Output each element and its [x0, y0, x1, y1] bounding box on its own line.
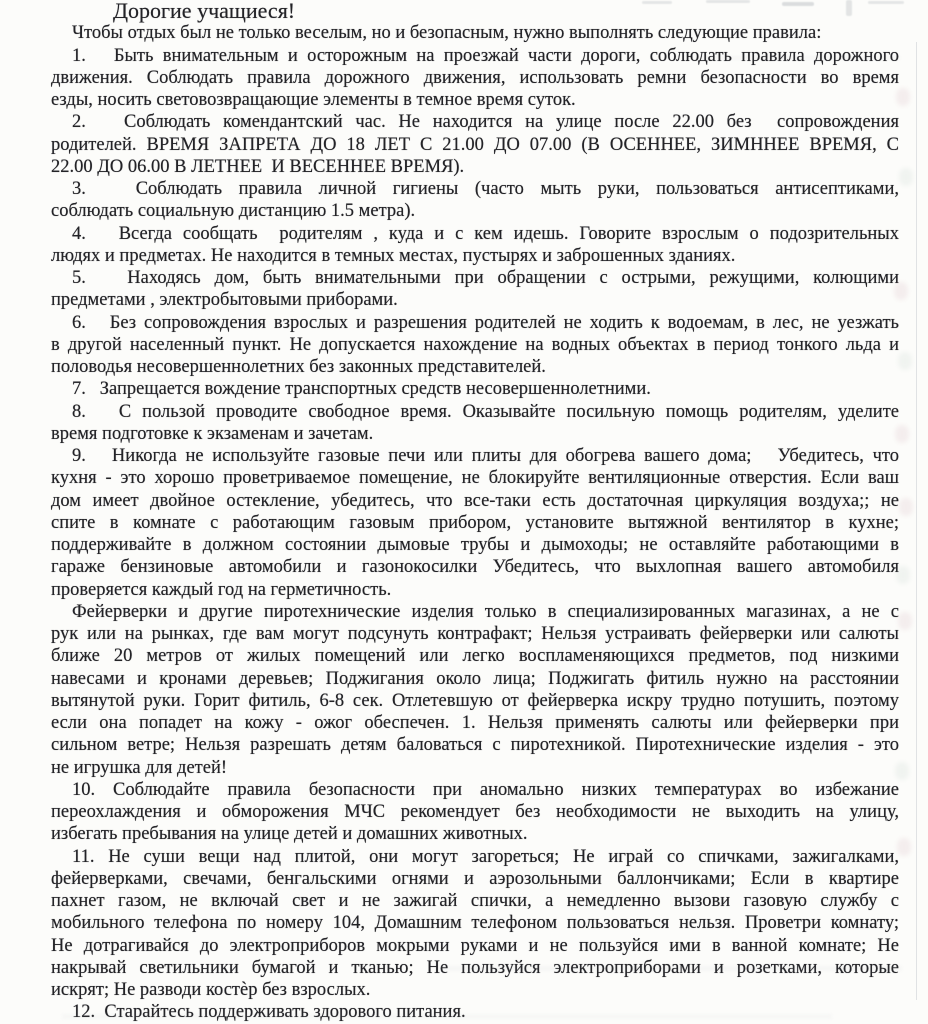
- text-line: поддерживайте в должном состоянии дымовые трубы и дымоходы; не оставляйте работающими в: [51, 535, 899, 556]
- rules-list: [51, 22, 899, 1023]
- text-line: соблюдать социальную дистанцию 1.5 метра).: [51, 201, 416, 222]
- text-line: Чтобы отдых был не только веселым, но и безопасным, нужно выполнять следующие правила:: [72, 23, 822, 44]
- text-line: рук или на рынках, где вам могут подсунуть контрафакт; Нельзя устраивать фейерверки или салюты: [51, 624, 899, 645]
- text-line: гараже бензиновые автомобили и газонокосилки Убедитесь, что выхлопная вашего автомобиля: [51, 557, 899, 578]
- text-line: спите в комнате с работающим газовым прибором, установите вытяжной вентилятор в кухне;: [51, 512, 899, 533]
- text-line: накрывай светильники бумагой и тканью; Не пользуйся электроприборами и розетками, которые: [51, 957, 899, 978]
- text-line: дом имеет двойное остекление, убедитесь, что все-таки есть достаточная циркуляция воздуха;; не: [51, 490, 899, 511]
- paragraph-rule-1: [51, 45, 899, 112]
- paragraph-rule-9: [51, 445, 899, 601]
- scan-artifact-bleed-smudge: [898, 352, 912, 370]
- text-line: 11. Не суши вещи над плитой, они могут загореться; Не играй со спичками, зажигалками,: [72, 846, 899, 867]
- text-line: 5. Находясь дом, быть внимательными при обращении с острыми, режущими, колющими: [72, 268, 899, 289]
- text-line: 2. Соблюдать комендантский час. Не находится на улице после 22.00 без сопровождения: [72, 112, 899, 133]
- paragraph-rule-11: [51, 846, 899, 1002]
- text-line: навесами и кронами деревьев; Поджигания около лица; Поджигать фитиль нужно на расстоянии: [51, 668, 899, 689]
- text-line: если она попадет на кожу - ожог обеспечен. 1. Нельзя применять салюты или фейерверки при: [51, 713, 899, 734]
- text-line: 12. Старайтесь поддерживать здорового питания.: [72, 1002, 466, 1023]
- text-line: 4. Всегда сообщать родителям , куда и с кем идешь. Говорите взрослым о подозрительных: [72, 223, 899, 244]
- text-line: проверяется каждый год на герметичность.: [51, 579, 392, 600]
- text-line: кухня - это хорошо проветриваемое помещение, не блокируйте вентиляционные отверстия. Если ваш: [51, 468, 899, 489]
- text-line: половодья несовершеннолетних без законных представителей.: [51, 357, 546, 378]
- text-line: пахнет газом, не включай свет и не зажигай спички, а немедленно вызови газовую службу с: [51, 891, 899, 912]
- text-line: фейерверками, свечами, бенгальскими огнями и аэрозольными баллончиками; Если в квартире: [51, 868, 899, 889]
- text-line: движения. Соблюдать правила дорожного движения, использовать ремни безопасности во время: [51, 67, 899, 88]
- text-line: Фейерверки и другие пиротехнические изделия только в специализированных магазинах, а не с: [72, 601, 899, 622]
- document-title: Дорогие учащиеся!: [113, 0, 296, 23]
- text-line: Не дотрагивайся до электроприборов мокрыми руками и не пользуйся ими в ванной комнате; Не: [51, 935, 899, 956]
- text-line: предметами , электробытовыми приборами.: [51, 290, 398, 311]
- text-line: людях и предметах. Не находится в темных местах, пустырях и заброшенных зданиях.: [51, 245, 736, 266]
- scan-artifact-bleed-smudge: [897, 838, 911, 856]
- text-line: искрят; Не разводи костѐр без взрослых.: [51, 980, 371, 1001]
- scan-artifact-bleed-smudge: [899, 168, 913, 186]
- paragraph-intro: [51, 22, 899, 44]
- text-line: 6. Без сопровождения взрослых и разрешения родителей не ходить к водоемам, в лес, не уезжать: [72, 312, 899, 333]
- text-line: 7. Запрещается вождение транспортных средств несовершеннолетними.: [72, 379, 651, 400]
- text-line: мобильного телефона по номеру 104, Домашним телефоном пользоваться нельзя. Проветри комнату;: [51, 913, 899, 934]
- text-line: сильном ветре; Нельзя разрешать детям баловаться с пиротехникой. Пиротехнические изделия - это: [51, 735, 899, 756]
- text-line: ближе 20 метров от жилых помещений или легко воспламеняющихся предметов, под низкими: [51, 646, 899, 667]
- paragraph-rule-4: [51, 223, 899, 268]
- paragraph-rule-7: [51, 378, 899, 400]
- paragraph-rule-3: [51, 178, 899, 223]
- text-line: 8. С пользой проводите свободное время. Оказывайте посильную помощь родителям, уделите: [72, 401, 899, 422]
- text-line: родителей. ВРЕМЯ ЗАПРЕТА ДО 18 ЛЕТ С 21.00 ДО 07.00 (В ОСЕННЕЕ, ЗИМННЕЕ ВРЕМЯ, С: [51, 134, 899, 155]
- text-line: избегать пребывания на улице детей и домашних животных.: [51, 824, 528, 845]
- scan-artifact-bleed-smudge: [898, 612, 912, 630]
- text-line: не игрушка для детей!: [51, 757, 228, 778]
- text-line: в другой населенный пункт. Не допускается нахождение на водных объектах в период тонкого льда и: [51, 334, 899, 355]
- text-line: 9. Никогда не используйте газовые печи или плиты для обогрева вашего дома; Убедитесь, что: [72, 446, 899, 467]
- paragraph-rule-10: [51, 779, 899, 846]
- text-line: 22.00 ДО 06.00 В ЛЕТНЕЕ И ВЕСЕННЕЕ ВРЕМЯ).: [51, 156, 465, 177]
- text-line: 3. Соблюдать правила личной гигиены (часто мыть руки, пользоваться антисептиками,: [72, 179, 899, 200]
- paragraph-fireworks: [51, 601, 899, 779]
- text-line: езды, носить световозвращающие элементы в темное время суток.: [51, 90, 576, 111]
- text-line: 1. Быть внимательным и осторожным на проезжай части дороги, соблюдать правила дорожного: [72, 45, 899, 66]
- paragraph-rule-5: [51, 267, 899, 312]
- text-line: время подготовке к экзаменам и зачетам.: [51, 423, 374, 444]
- scan-artifact-margin-line: [916, 42, 917, 1000]
- scan-artifact-bleed-smudge: [899, 498, 913, 516]
- text-line: переохлаждения и обморожения МЧС рекомендует без необходимости не выходить на улицу,: [51, 802, 899, 823]
- paragraph-rule-12: [51, 1001, 899, 1023]
- paragraph-rule-2: [51, 111, 899, 178]
- paragraph-rule-6: [51, 312, 899, 379]
- text-line: вытянутой руки. Горит фитиль, 6-8 сек. Отлетевшую от фейерверка искру трудно потушить, поэтому: [51, 690, 899, 711]
- paragraph-rule-8: [51, 401, 899, 446]
- text-line: 10. Соблюдайте правила безопасности при аномально низких температурах во избежание: [72, 779, 899, 800]
